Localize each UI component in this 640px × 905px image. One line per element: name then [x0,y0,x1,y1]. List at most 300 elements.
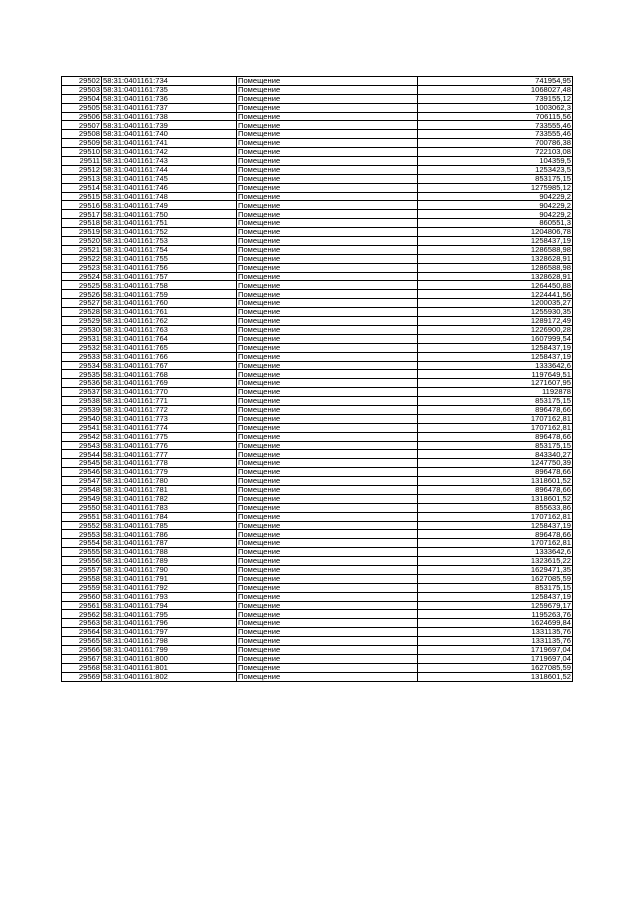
cadastral-value-cell: 706115,56 [418,112,573,121]
table-row [62,237,573,246]
cadastral-value-cell: 904229,2 [418,201,573,210]
table-row [62,450,573,459]
object-type-cell: Помещение [237,272,418,281]
object-type-cell: Помещение [237,77,418,86]
cadastral-value-cell: 853175,15 [418,441,573,450]
row-number-cell: 29509 [62,139,102,148]
cadastral-value-cell: 1258437,19 [418,352,573,361]
row-number-cell: 29549 [62,494,102,503]
object-type-cell: Помещение [237,663,418,672]
cadastral-number-cell: 58:31:0401161:771 [102,397,237,406]
table-row [62,85,573,94]
table-row [62,539,573,548]
row-number-cell: 29544 [62,450,102,459]
row-number-cell: 29521 [62,245,102,254]
table-row [62,477,573,486]
cadastral-value-cell: 1328628,91 [418,254,573,263]
row-number-cell: 29569 [62,672,102,681]
cadastral-number-cell: 58:31:0401161:773 [102,414,237,423]
cadastral-value-cell: 1624699,84 [418,619,573,628]
row-number-cell: 29513 [62,174,102,183]
object-type-cell: Помещение [237,503,418,512]
object-type-cell: Помещение [237,610,418,619]
table-row [62,441,573,450]
row-number-cell: 29560 [62,592,102,601]
object-type-cell: Помещение [237,485,418,494]
object-type-cell: Помещение [237,174,418,183]
row-number-cell: 29553 [62,530,102,539]
row-number-cell: 29522 [62,254,102,263]
object-type-cell: Помещение [237,450,418,459]
object-type-cell: Помещение [237,192,418,201]
cadastral-number-cell: 58:31:0401161:743 [102,157,237,166]
cadastral-number-cell: 58:31:0401161:781 [102,485,237,494]
table-row [62,619,573,628]
table-row [62,530,573,539]
cadastral-number-cell: 58:31:0401161:794 [102,601,237,610]
cadastral-number-cell: 58:31:0401161:734 [102,77,237,86]
object-type-cell: Помещение [237,317,418,326]
cadastral-number-cell: 58:31:0401161:779 [102,468,237,477]
cadastral-value-cell: 853175,15 [418,583,573,592]
object-type-cell: Помещение [237,379,418,388]
table-row [62,130,573,139]
object-type-cell: Помещение [237,361,418,370]
table-row [62,654,573,663]
cadastral-value-cell: 853175,15 [418,397,573,406]
row-number-cell: 29517 [62,210,102,219]
object-type-cell: Помещение [237,237,418,246]
row-number-cell: 29554 [62,539,102,548]
cadastral-number-cell: 58:31:0401161:767 [102,361,237,370]
table-row [62,397,573,406]
cadastral-value-cell: 1719697,04 [418,646,573,655]
cadastral-number-cell: 58:31:0401161:739 [102,121,237,130]
cadastral-value-cell: 1200035,27 [418,299,573,308]
row-number-cell: 29568 [62,663,102,672]
table-row [62,628,573,637]
row-number-cell: 29519 [62,228,102,237]
object-type-cell: Помещение [237,628,418,637]
table-row [62,405,573,414]
cadastral-value-cell: 1331135,76 [418,628,573,637]
table-row [62,245,573,254]
cadastral-number-cell: 58:31:0401161:744 [102,165,237,174]
cadastral-number-cell: 58:31:0401161:782 [102,494,237,503]
table-row [62,228,573,237]
cadastral-number-cell: 58:31:0401161:790 [102,565,237,574]
cadastral-number-cell: 58:31:0401161:756 [102,263,237,272]
cadastral-value-cell: 1627085,59 [418,663,573,672]
table-row [62,610,573,619]
cadastral-number-cell: 58:31:0401161:740 [102,130,237,139]
cadastral-number-cell: 58:31:0401161:753 [102,237,237,246]
cadastral-value-cell: 1286588,98 [418,263,573,272]
cadastral-number-cell: 58:31:0401161:751 [102,219,237,228]
row-number-cell: 29558 [62,574,102,583]
cadastral-number-cell: 58:31:0401161:780 [102,477,237,486]
cadastral-value-cell: 896478,66 [418,405,573,414]
cadastral-number-cell: 58:31:0401161:766 [102,352,237,361]
row-number-cell: 29533 [62,352,102,361]
object-type-cell: Помещение [237,139,418,148]
cadastral-value-cell: 1333642,6 [418,548,573,557]
row-number-cell: 29545 [62,459,102,468]
table-row [62,219,573,228]
cadastral-value-cell: 1247750,39 [418,459,573,468]
table-row [62,388,573,397]
object-type-cell: Помещение [237,539,418,548]
table-row [62,370,573,379]
row-number-cell: 29511 [62,157,102,166]
object-type-cell: Помещение [237,619,418,628]
cadastral-value-cell: 722103,08 [418,148,573,157]
table-row [62,157,573,166]
cadastral-value-cell: 1707162,81 [418,423,573,432]
cadastral-number-cell: 58:31:0401161:774 [102,423,237,432]
cadastral-value-cell: 1258437,19 [418,343,573,352]
cadastral-number-cell: 58:31:0401161:763 [102,325,237,334]
cadastral-number-cell: 58:31:0401161:738 [102,112,237,121]
object-type-cell: Помещение [237,405,418,414]
cadastral-value-cell: 1627085,59 [418,574,573,583]
cadastral-value-cell: 104359,5 [418,157,573,166]
table-row [62,210,573,219]
cadastral-value-cell: 896478,66 [418,432,573,441]
cadastral-value-cell: 1719697,04 [418,654,573,663]
cadastral-value-cell: 1707162,81 [418,512,573,521]
object-type-cell: Помещение [237,521,418,530]
object-type-cell: Помещение [237,263,418,272]
object-type-cell: Помещение [237,557,418,566]
row-number-cell: 29512 [62,165,102,174]
table-row [62,174,573,183]
object-type-cell: Помещение [237,548,418,557]
row-number-cell: 29556 [62,557,102,566]
table-row [62,308,573,317]
object-type-cell: Помещение [237,299,418,308]
row-number-cell: 29561 [62,601,102,610]
row-number-cell: 29555 [62,548,102,557]
cadastral-value-cell: 1258437,19 [418,237,573,246]
cadastral-value-cell: 1255930,35 [418,308,573,317]
cadastral-number-cell: 58:31:0401161:802 [102,672,237,681]
table-row [62,512,573,521]
cadastral-number-cell: 58:31:0401161:791 [102,574,237,583]
row-number-cell: 29506 [62,112,102,121]
row-number-cell: 29532 [62,343,102,352]
cadastral-value-cell: 1192878 [418,388,573,397]
cadastral-value-cell: 741954,95 [418,77,573,86]
object-type-cell: Помещение [237,459,418,468]
cadastral-value-cell: 1197649,51 [418,370,573,379]
row-number-cell: 29547 [62,477,102,486]
table-row [62,672,573,681]
cadastral-number-cell: 58:31:0401161:795 [102,610,237,619]
cadastral-value-cell: 1195263,76 [418,610,573,619]
row-number-cell: 29559 [62,583,102,592]
row-number-cell: 29536 [62,379,102,388]
table-row [62,557,573,566]
table-row [62,165,573,174]
table-body [62,77,573,682]
cadastral-value-cell: 1607999,54 [418,334,573,343]
object-type-cell: Помещение [237,334,418,343]
cadastral-value-cell: 1003062,3 [418,103,573,112]
row-number-cell: 29502 [62,77,102,86]
object-type-cell: Помещение [237,201,418,210]
row-number-cell: 29552 [62,521,102,530]
row-number-cell: 29551 [62,512,102,521]
row-number-cell: 29515 [62,192,102,201]
object-type-cell: Помещение [237,308,418,317]
table-row [62,574,573,583]
row-number-cell: 29524 [62,272,102,281]
table-row [62,459,573,468]
table-row [62,521,573,530]
object-type-cell: Помещение [237,432,418,441]
table-row [62,121,573,130]
cadastral-number-cell: 58:31:0401161:758 [102,281,237,290]
row-number-cell: 29510 [62,148,102,157]
cadastral-number-cell: 58:31:0401161:787 [102,539,237,548]
table-row [62,503,573,512]
cadastral-value-cell: 1286588,98 [418,245,573,254]
table-row [62,290,573,299]
cadastral-value-cell: 1068027,48 [418,85,573,94]
cadastral-number-cell: 58:31:0401161:799 [102,646,237,655]
object-type-cell: Помещение [237,512,418,521]
cadastral-number-cell: 58:31:0401161:783 [102,503,237,512]
object-type-cell: Помещение [237,245,418,254]
table-row [62,343,573,352]
row-number-cell: 29505 [62,103,102,112]
object-type-cell: Помещение [237,654,418,663]
table-row [62,317,573,326]
object-type-cell: Помещение [237,210,418,219]
object-type-cell: Помещение [237,325,418,334]
object-type-cell: Помещение [237,468,418,477]
cadastral-number-cell: 58:31:0401161:755 [102,254,237,263]
object-type-cell: Помещение [237,370,418,379]
cadastral-number-cell: 58:31:0401161:800 [102,654,237,663]
cadastral-value-cell: 1328628,91 [418,272,573,281]
cadastral-value-cell: 1259679,17 [418,601,573,610]
table-row [62,468,573,477]
cadastral-number-cell: 58:31:0401161:788 [102,548,237,557]
row-number-cell: 29542 [62,432,102,441]
cadastral-value-cell: 1258437,19 [418,592,573,601]
row-number-cell: 29507 [62,121,102,130]
cadastral-number-cell: 58:31:0401161:742 [102,148,237,157]
object-type-cell: Помещение [237,494,418,503]
cadastral-number-cell: 58:31:0401161:792 [102,583,237,592]
object-type-cell: Помещение [237,103,418,112]
cadastral-number-cell: 58:31:0401161:757 [102,272,237,281]
row-number-cell: 29557 [62,565,102,574]
table-row [62,361,573,370]
object-type-cell: Помещение [237,130,418,139]
cadastral-number-cell: 58:31:0401161:772 [102,405,237,414]
object-type-cell: Помещение [237,343,418,352]
cadastral-number-cell: 58:31:0401161:777 [102,450,237,459]
table-row [62,592,573,601]
cadastral-value-cell: 1275985,12 [418,183,573,192]
row-number-cell: 29562 [62,610,102,619]
cadastral-number-cell: 58:31:0401161:793 [102,592,237,601]
cadastral-number-cell: 58:31:0401161:776 [102,441,237,450]
table-row [62,263,573,272]
row-number-cell: 29538 [62,397,102,406]
row-number-cell: 29550 [62,503,102,512]
row-number-cell: 29525 [62,281,102,290]
object-type-cell: Помещение [237,565,418,574]
object-type-cell: Помещение [237,441,418,450]
row-number-cell: 29566 [62,646,102,655]
cadastral-value-cell: 1707162,81 [418,539,573,548]
object-type-cell: Помещение [237,592,418,601]
cadastral-number-cell: 58:31:0401161:775 [102,432,237,441]
table-row [62,379,573,388]
row-number-cell: 29534 [62,361,102,370]
cadastral-value-cell: 1707162,81 [418,414,573,423]
cadastral-number-cell: 58:31:0401161:789 [102,557,237,566]
cadastral-number-cell: 58:31:0401161:770 [102,388,237,397]
row-number-cell: 29537 [62,388,102,397]
row-number-cell: 29563 [62,619,102,628]
table-row [62,414,573,423]
cadastral-value-cell: 1258437,19 [418,521,573,530]
table-row [62,637,573,646]
cadastral-value-cell: 843340,27 [418,450,573,459]
table-row [62,112,573,121]
cadastral-number-cell: 58:31:0401161:741 [102,139,237,148]
table-row [62,201,573,210]
row-number-cell: 29567 [62,654,102,663]
object-type-cell: Помещение [237,183,418,192]
table-row [62,485,573,494]
cadastral-value-cell: 1331135,76 [418,637,573,646]
cadastral-value-cell: 1318601,52 [418,672,573,681]
object-type-cell: Помещение [237,228,418,237]
table-row [62,192,573,201]
cadastral-number-cell: 58:31:0401161:764 [102,334,237,343]
table-row [62,352,573,361]
object-type-cell: Помещение [237,112,418,121]
cadastral-number-cell: 58:31:0401161:750 [102,210,237,219]
table-row [62,77,573,86]
row-number-cell: 29503 [62,85,102,94]
cadastral-number-cell: 58:31:0401161:796 [102,619,237,628]
cadastral-value-cell: 1333642,6 [418,361,573,370]
row-number-cell: 29564 [62,628,102,637]
row-number-cell: 29516 [62,201,102,210]
row-number-cell: 29540 [62,414,102,423]
table-row [62,281,573,290]
cadastral-number-cell: 58:31:0401161:736 [102,94,237,103]
cadastral-value-cell: 1204806,78 [418,228,573,237]
row-number-cell: 29526 [62,290,102,299]
table-row [62,423,573,432]
row-number-cell: 29514 [62,183,102,192]
table-row [62,148,573,157]
cadastral-value-cell: 855633,86 [418,503,573,512]
cadastral-number-cell: 58:31:0401161:784 [102,512,237,521]
row-number-cell: 29535 [62,370,102,379]
object-type-cell: Помещение [237,423,418,432]
row-number-cell: 29527 [62,299,102,308]
table-row [62,183,573,192]
cadastral-number-cell: 58:31:0401161:801 [102,663,237,672]
row-number-cell: 29530 [62,325,102,334]
cadastral-number-cell: 58:31:0401161:798 [102,637,237,646]
cadastral-number-cell: 58:31:0401161:749 [102,201,237,210]
cadastral-number-cell: 58:31:0401161:735 [102,85,237,94]
table-row [62,254,573,263]
row-number-cell: 29504 [62,94,102,103]
cadastral-value-cell: 904229,2 [418,210,573,219]
table-row [62,548,573,557]
object-type-cell: Помещение [237,85,418,94]
cadastral-value-cell: 1318601,52 [418,477,573,486]
cadastral-value-cell: 733555,46 [418,130,573,139]
object-type-cell: Помещение [237,94,418,103]
table-row [62,103,573,112]
cadastral-value-cell: 853175,15 [418,174,573,183]
object-type-cell: Помещение [237,414,418,423]
cadastral-value-cell: 739155,12 [418,94,573,103]
table-row [62,663,573,672]
table-row [62,432,573,441]
object-type-cell: Помещение [237,583,418,592]
row-number-cell: 29548 [62,485,102,494]
cadastral-number-cell: 58:31:0401161:786 [102,530,237,539]
table-row [62,601,573,610]
object-type-cell: Помещение [237,219,418,228]
cadastral-value-cell: 904229,2 [418,192,573,201]
cadastral-value-cell: 1224441,56 [418,290,573,299]
object-type-cell: Помещение [237,352,418,361]
object-type-cell: Помещение [237,574,418,583]
cadastral-number-cell: 58:31:0401161:759 [102,290,237,299]
row-number-cell: 29539 [62,405,102,414]
table-row [62,494,573,503]
object-type-cell: Помещение [237,601,418,610]
cadastral-value-cell: 896478,66 [418,468,573,477]
object-type-cell: Помещение [237,165,418,174]
row-number-cell: 29543 [62,441,102,450]
cadastral-value-cell: 896478,66 [418,530,573,539]
cadastral-value-cell: 860551,3 [418,219,573,228]
row-number-cell: 29529 [62,317,102,326]
cadastral-value-cell: 1226900,28 [418,325,573,334]
cadastral-value-cell: 733555,46 [418,121,573,130]
cadastral-number-cell: 58:31:0401161:748 [102,192,237,201]
object-type-cell: Помещение [237,254,418,263]
table-row [62,583,573,592]
cadastral-value-cell: 1629471,35 [418,565,573,574]
cadastral-value-cell: 896478,66 [418,485,573,494]
object-type-cell: Помещение [237,157,418,166]
object-type-cell: Помещение [237,121,418,130]
row-number-cell: 29523 [62,263,102,272]
row-number-cell: 29546 [62,468,102,477]
cadastral-value-cell: 1323615,22 [418,557,573,566]
cadastral-number-cell: 58:31:0401161:760 [102,299,237,308]
table-row [62,299,573,308]
object-type-cell: Помещение [237,148,418,157]
object-type-cell: Помещение [237,637,418,646]
